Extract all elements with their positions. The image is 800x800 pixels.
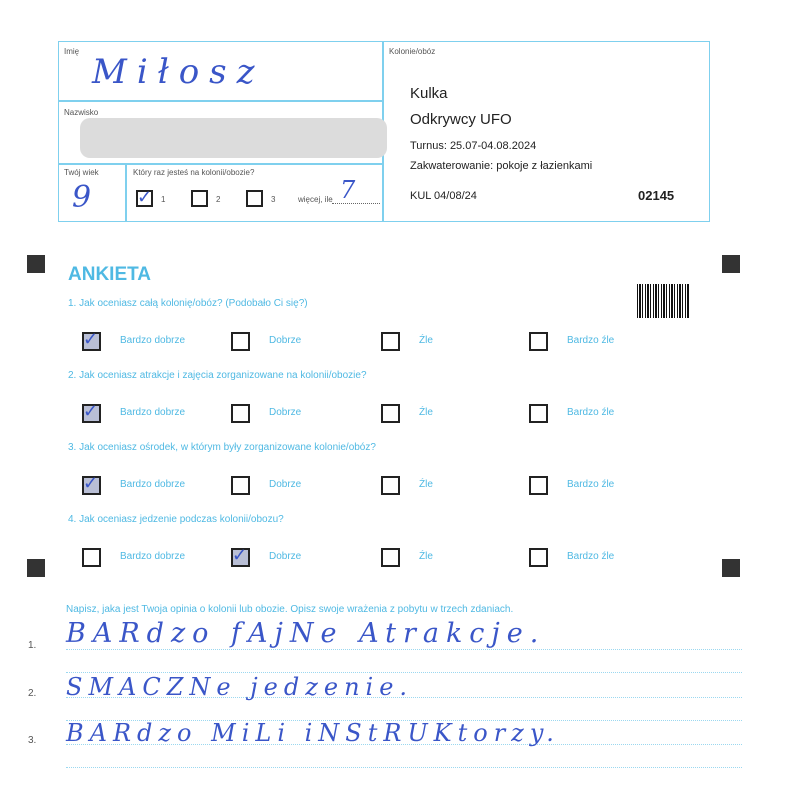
age-value: 9: [72, 180, 92, 215]
rating-checkbox[interactable]: [529, 404, 548, 423]
rating-checkbox[interactable]: [529, 548, 548, 567]
times-checkbox-3[interactable]: [246, 190, 263, 207]
rating-option-label: Bardzo dobrze: [120, 407, 186, 418]
rating-option-label: Bardzo dobrze: [120, 335, 186, 346]
surname-divider: [58, 163, 382, 165]
rating-checkbox[interactable]: [82, 548, 101, 567]
opinion-sentence-1: BARdzo fAjNe Atrakcje.: [66, 618, 546, 649]
check-mark: ✓: [232, 545, 248, 566]
rating-checkbox[interactable]: [231, 545, 250, 567]
rating-option-label: Bardzo dobrze: [120, 551, 186, 562]
rating-checkbox[interactable]: [231, 332, 250, 351]
times-more-value: 7: [340, 176, 356, 204]
question-text: 4. Jak oceniasz jedzenie podczas kolonii/obozu?: [68, 514, 284, 525]
opinion-prompt: Napisz, jaka jest Twoja opinia o kolonii lub obozie. Opisz swoje wrażenia z pobytu w trzech zdaniach.: [66, 604, 514, 615]
times-label: Który raz jesteś na kolonii/obozie?: [133, 168, 255, 177]
times-more-label: więcej, ile: [298, 195, 333, 204]
times-option-1: 1: [161, 195, 166, 204]
check-mark: ✓: [83, 401, 99, 422]
name-value: Miłosz: [92, 52, 265, 92]
times-checkbox-1[interactable]: [136, 187, 153, 208]
name-label: Imię: [64, 47, 80, 56]
rating-checkbox[interactable]: [529, 476, 548, 495]
accommodation: Zakwaterowanie: pokoje z łazienkami: [410, 160, 593, 172]
times-option-3: 3: [271, 195, 276, 204]
rating-option-label: Dobrze: [269, 479, 302, 490]
rating-checkbox[interactable]: [381, 404, 400, 423]
opinion-sentence-3: BARdzo MiLi iNStRUKtorzy.: [66, 719, 560, 747]
camp-code: KUL 04/08/24: [410, 190, 477, 202]
camp-theme: Odkrywcy UFO: [410, 111, 512, 128]
form-number: 02145: [638, 188, 675, 203]
rating-checkbox[interactable]: [529, 332, 548, 351]
rating-option-label: Bardzo źle: [567, 407, 615, 418]
camp-label: Kolonie/obóz: [389, 47, 436, 56]
opinion-number: 3.: [28, 735, 37, 746]
camp-name: Kulka: [410, 85, 448, 102]
times-checkbox-2[interactable]: [191, 190, 208, 207]
rating-option-label: Dobrze: [269, 335, 302, 346]
opinion-number: 2.: [28, 688, 37, 699]
rating-option-label: Bardzo źle: [567, 335, 615, 346]
rating-option-label: Źle: [419, 551, 433, 562]
age-label: Twój wiek: [64, 168, 99, 177]
registration-marker: [722, 559, 740, 577]
rating-checkbox[interactable]: [381, 476, 400, 495]
rating-checkbox[interactable]: [381, 332, 400, 351]
rating-option-label: Bardzo dobrze: [120, 479, 186, 490]
rating-option-label: Bardzo źle: [567, 479, 615, 490]
name-divider: [58, 100, 382, 102]
opinion-number: 1.: [28, 640, 37, 651]
rating-checkbox[interactable]: [231, 404, 250, 423]
registration-marker: [27, 255, 45, 273]
writing-line: [66, 649, 742, 650]
age-divider: [125, 163, 127, 221]
rating-option-label: Źle: [419, 407, 433, 418]
rating-option-label: Źle: [419, 335, 433, 346]
registration-marker: [27, 559, 45, 577]
check-mark: ✓: [137, 187, 153, 208]
opinion-sentence-2: SMACZNe jedzenie.: [66, 673, 414, 701]
rating-option-label: Bardzo źle: [567, 551, 615, 562]
turnus: Turnus: 25.07-04.08.2024: [410, 140, 537, 152]
question-text: 3. Jak oceniasz ośrodek, w którym były zorganizowane kolonie/obóz?: [68, 442, 376, 453]
rating-checkbox[interactable]: [82, 473, 101, 495]
survey-title: ANKIETA: [68, 264, 152, 285]
barcode: [637, 284, 689, 318]
registration-marker: [722, 255, 740, 273]
surname-redaction: [80, 118, 387, 158]
rating-option-label: Źle: [419, 479, 433, 490]
check-mark: ✓: [83, 473, 99, 494]
times-option-2: 2: [216, 195, 221, 204]
rating-option-label: Dobrze: [269, 551, 302, 562]
check-mark: ✓: [83, 329, 99, 350]
writing-line: [66, 767, 742, 768]
surname-label: Nazwisko: [64, 108, 99, 117]
rating-checkbox[interactable]: [231, 476, 250, 495]
rating-checkbox[interactable]: [381, 548, 400, 567]
question-text: 1. Jak oceniasz całą kolonię/obóz? (Podobało Ci się?): [68, 298, 308, 309]
question-text: 2. Jak oceniasz atrakcje i zajęcia zorganizowane na kolonii/obozie?: [68, 370, 367, 381]
rating-option-label: Dobrze: [269, 407, 302, 418]
rating-checkbox[interactable]: [82, 329, 101, 351]
rating-checkbox[interactable]: [82, 401, 101, 423]
